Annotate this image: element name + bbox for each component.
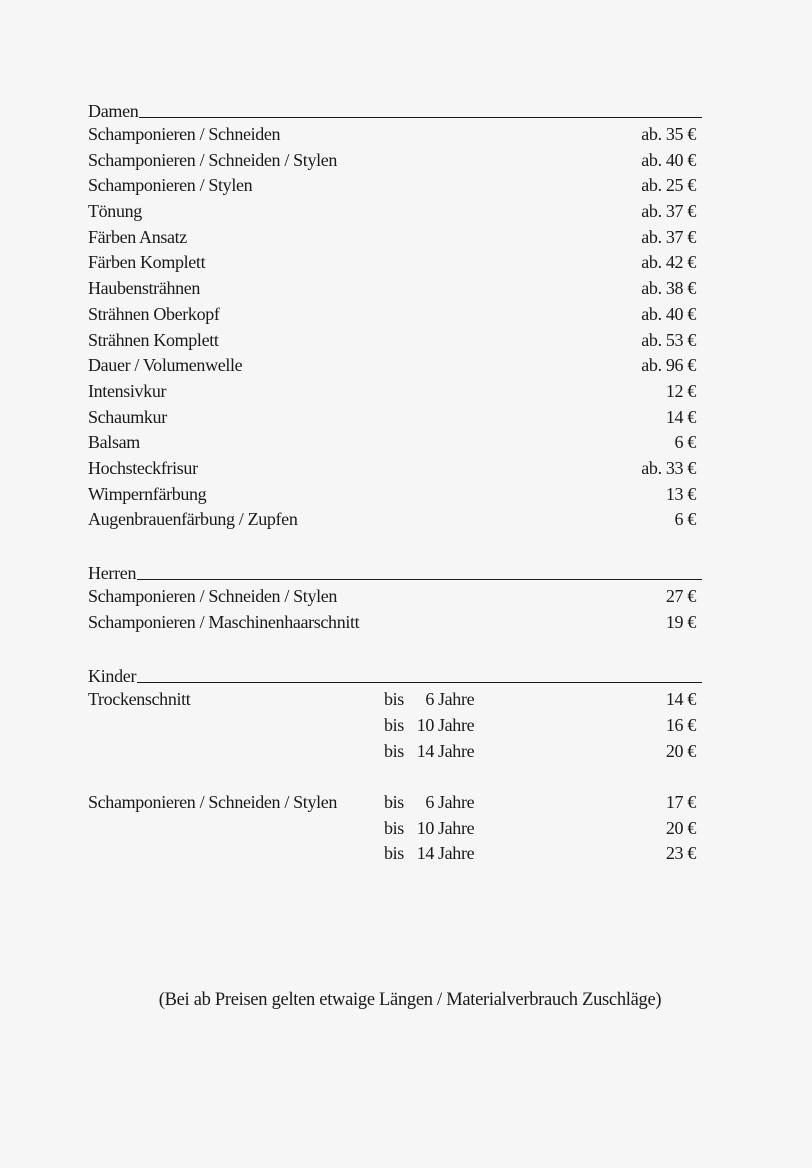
service-name: Schamponieren / Schneiden <box>88 124 281 145</box>
service-name: Augenbrauenfärbung / Zupfen <box>88 509 298 530</box>
header-rule <box>137 579 702 580</box>
age-unit: Jahre <box>438 689 475 710</box>
section-header-damen <box>88 96 702 122</box>
age-prefix: bis <box>384 689 404 710</box>
price-list <box>88 96 702 867</box>
age-prefix: bis <box>384 740 404 761</box>
section-title: Herren <box>88 563 137 584</box>
service-price: 20 € <box>665 817 696 838</box>
service-price: ab. 35 € <box>641 124 696 145</box>
age-value: 6 <box>425 689 434 710</box>
service-price: 14 € <box>665 689 696 710</box>
service-name: Balsam <box>88 432 140 453</box>
service-name: Schamponieren / Schneiden / Stylen <box>88 586 338 607</box>
service-price: ab. 37 € <box>641 226 696 247</box>
kinder-price-row <box>88 687 702 713</box>
age-prefix: bis <box>384 791 404 812</box>
price-row <box>88 353 702 379</box>
service-name: Wimpernfärbung <box>88 483 207 504</box>
header-rule <box>139 117 702 118</box>
service-name: Schamponieren / Stylen <box>88 175 253 196</box>
service-name: Tönung <box>88 201 142 222</box>
age-value: 14 <box>416 740 434 761</box>
age-range <box>384 715 534 736</box>
price-row <box>88 302 702 328</box>
service-price: 16 € <box>665 714 696 735</box>
price-row <box>88 224 702 250</box>
price-row <box>88 456 702 482</box>
price-row <box>88 481 702 507</box>
age-unit: Jahre <box>438 843 475 864</box>
price-row <box>88 199 702 225</box>
age-unit: Jahre <box>438 817 475 838</box>
header-rule <box>137 682 702 683</box>
herren-list <box>88 584 702 635</box>
price-row <box>88 147 702 173</box>
service-name: Intensivkur <box>88 380 167 401</box>
price-row <box>88 250 702 276</box>
service-price: 12 € <box>665 380 696 401</box>
service-price: 20 € <box>665 740 696 761</box>
section-title: Damen <box>88 100 139 121</box>
service-name: Dauer / Volumenwelle <box>88 355 243 376</box>
kinder-price-row <box>88 790 702 816</box>
service-name: Haubensträhnen <box>88 278 201 299</box>
price-row <box>88 430 702 456</box>
service-name: Färben Ansatz <box>88 226 187 247</box>
service-name: Schamponieren / Schneiden / Stylen <box>88 149 338 170</box>
age-unit: Jahre <box>438 714 475 735</box>
service-price: ab. 42 € <box>641 252 696 273</box>
service-price: 19 € <box>665 612 696 633</box>
age-prefix: bis <box>384 843 404 864</box>
age-value: 6 <box>425 791 434 812</box>
age-range <box>384 792 534 813</box>
section-header-herren <box>88 558 702 584</box>
age-range <box>384 689 534 710</box>
price-row <box>88 404 702 430</box>
price-row <box>88 327 702 353</box>
age-unit: Jahre <box>438 791 475 812</box>
age-value: 14 <box>416 843 434 864</box>
age-prefix: bis <box>384 817 404 838</box>
kinder-price-row <box>88 815 702 841</box>
service-price: ab. 38 € <box>641 278 696 299</box>
service-name: Strähnen Oberkopf <box>88 303 220 324</box>
service-price: 23 € <box>665 843 696 864</box>
age-range <box>384 843 534 864</box>
service-price: ab. 33 € <box>641 457 696 478</box>
service-price: 13 € <box>665 483 696 504</box>
service-price: ab. 53 € <box>641 329 696 350</box>
service-name: Schamponieren / Schneiden / Stylen <box>88 791 338 812</box>
service-price: 6 € <box>674 509 696 530</box>
service-price: 17 € <box>665 791 696 812</box>
age-range <box>384 741 534 762</box>
service-price: ab. 40 € <box>641 149 696 170</box>
kinder-price-row <box>88 713 702 739</box>
price-row <box>88 173 702 199</box>
footnote: (Bei ab Preisen gelten etwaige Längen / Materialverbrauch Zuschläge) <box>158 990 662 1010</box>
age-range <box>384 818 534 839</box>
price-row <box>88 610 702 636</box>
service-price: 27 € <box>665 586 696 607</box>
service-price: 6 € <box>674 432 696 453</box>
service-price: 14 € <box>665 406 696 427</box>
kinder-price-row <box>88 841 702 867</box>
age-prefix: bis <box>384 714 404 735</box>
service-name: Strähnen Komplett <box>88 329 219 350</box>
age-unit: Jahre <box>438 740 475 761</box>
service-name: Trockenschnitt <box>88 689 191 710</box>
service-price: ab. 25 € <box>641 175 696 196</box>
service-name: Färben Komplett <box>88 252 206 273</box>
service-price: ab. 96 € <box>641 355 696 376</box>
service-price: ab. 37 € <box>641 201 696 222</box>
service-name: Hochsteckfrisur <box>88 457 198 478</box>
price-row <box>88 276 702 302</box>
price-row <box>88 507 702 533</box>
price-row <box>88 122 702 148</box>
kinder-list <box>88 687 702 867</box>
kinder-price-row <box>88 738 702 764</box>
service-name: Schamponieren / Maschinenhaarschnitt <box>88 612 360 633</box>
age-value: 10 <box>416 817 434 838</box>
age-value: 10 <box>416 714 434 735</box>
damen-list <box>88 122 702 533</box>
price-row <box>88 584 702 610</box>
section-header-kinder <box>88 661 702 687</box>
price-row <box>88 379 702 405</box>
service-name: Schaumkur <box>88 406 167 427</box>
service-price: ab. 40 € <box>641 303 696 324</box>
section-title: Kinder <box>88 665 137 686</box>
